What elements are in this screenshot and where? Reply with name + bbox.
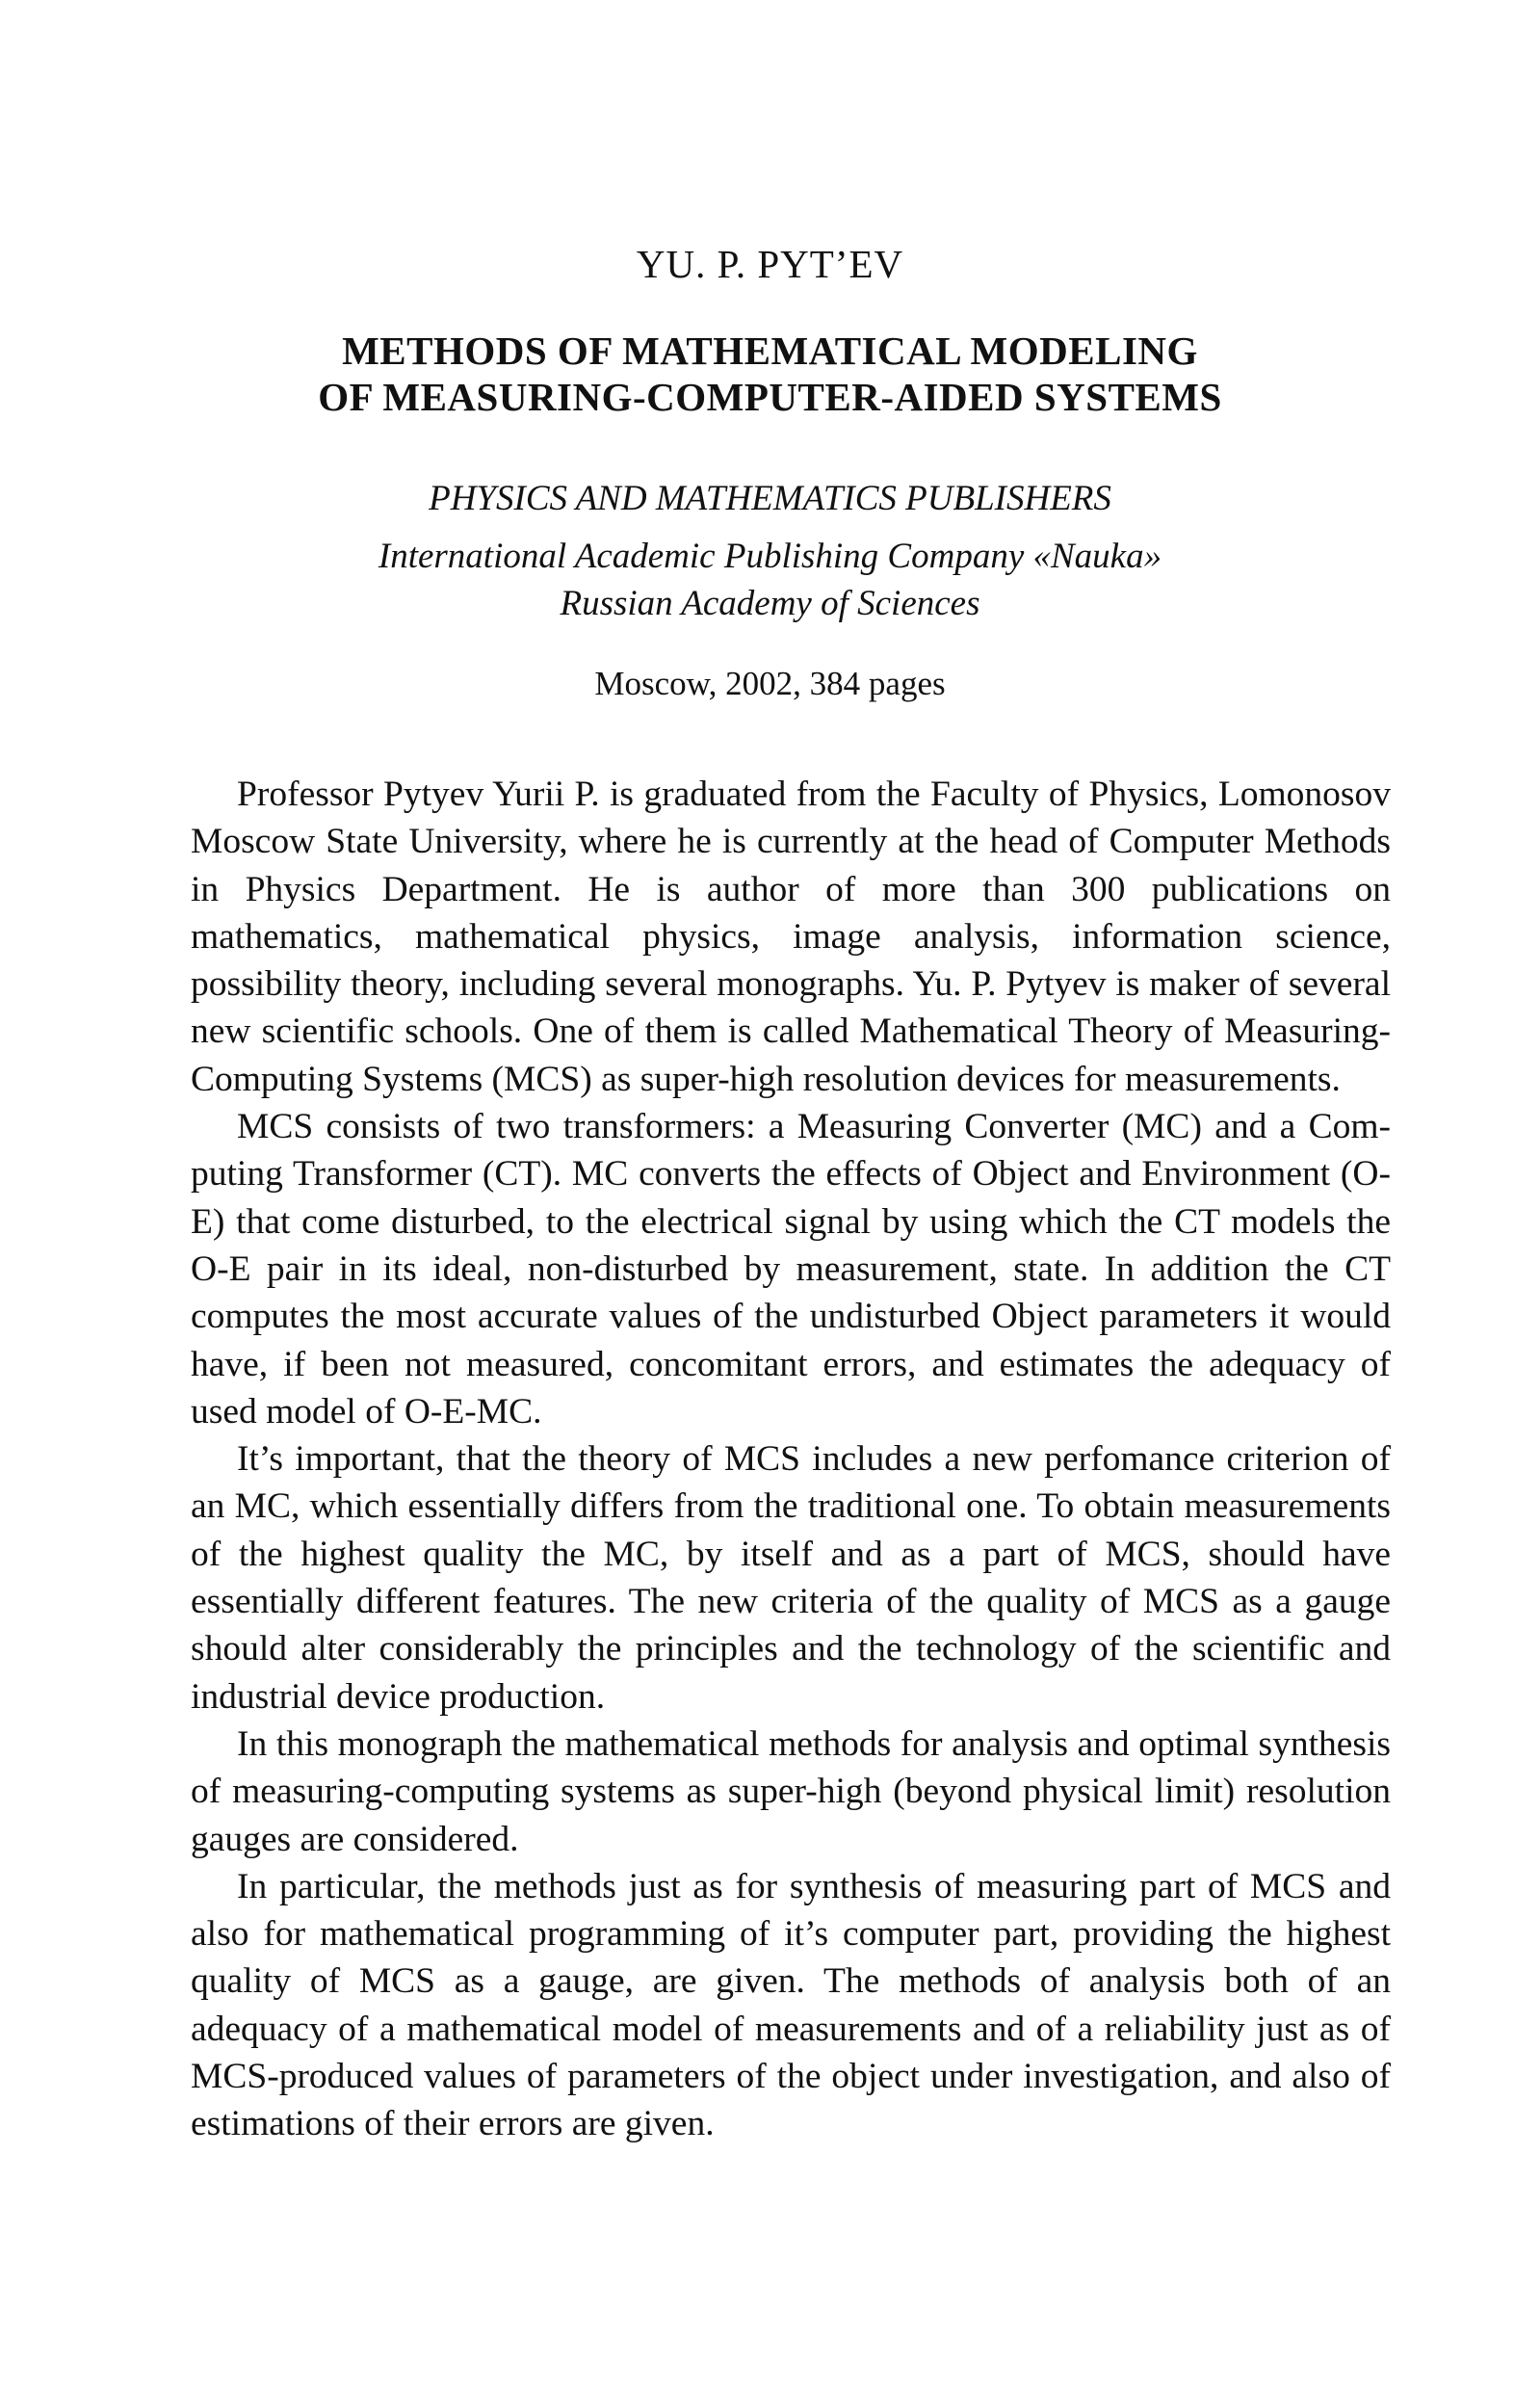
- book-title-line-2: OF MEASURING-COMPUTER-AIDED SYSTEMS: [318, 375, 1222, 419]
- paragraph-4: In this monograph the mathematical methods for analysis and optimal synthesis of measuring-computing systems as super-high (beyond physical limit) resolution gauges are considered.: [191, 1723, 1391, 1859]
- paragraph-2: MCS consists of two transformers: a Measuring Converter (MC) and a Computing Transformer (CT). MC converts the effects of Object and Environment (O-E) that come disturbed, to the electrical signal by using which the CT models the O-E pair in its ideal, non-disturbed by measurement, state. In addition the CT computes the most accurate values of the undisturbed Object parameters it would have, if been not measured, concomitant errors, and estimates the adequacy of used model of O-E-MC.: [191, 1107, 1391, 1432]
- paragraph-5: In particular, the methods just as for synthesis of measuring part of MCS and also for mathematical programming of it’s computer part, providing the highest quality of MCS as a gauge, are given. The methods of analysis both of an adequacy of a mathematical model of measurements and of a reliability just as of MCS-produced values of parameters of the object under investigation, and also of estimations of their errors are given.: [191, 1866, 1391, 2144]
- publication-meta: Moscow, 2002, 384 pages: [594, 665, 946, 702]
- publisher-company: International Academic Publishing Company «Nauka»: [378, 537, 1162, 576]
- publisher-name: PHYSICS AND MATHEMATICS PUBLISHERS: [429, 479, 1111, 518]
- author-name: YU. P. PYT’EV: [636, 242, 904, 286]
- paragraph-1: Professor Pytyev Yurii P. is graduated from the Faculty of Physics, Lomonosov Moscow State University, where he is currently at the head of Computer Methods in Physics Department. He is author of more than 300 publications on mathematics, mathematical physics, image analysis, information science, possibility theory, including several monographs. Yu. P. Pytyev is maker of several new scientific schools. One of them is called Mathematical Theory of Measuring-Computing Systems (MCS) as super-high resolution devices for measurements.: [191, 775, 1391, 1099]
- paragraph-3: It’s important, that the theory of MCS includes a new perfomance criterion of an MC, which essentially differs from the traditional one. To obtain measurements of the highest quality the MC, by itself and as a part of MCS, should have essentially different features. The new criteria of the quality of MCS as a gauge should alter considerably the principles and the technology of the scientific and industrial device production.: [191, 1439, 1391, 1717]
- publisher-academy: Russian Academy of Sciences: [560, 584, 980, 623]
- book-title-line-1: METHODS OF MATHEMATICAL MODELING: [342, 328, 1198, 373]
- abstract-body: [191, 771, 1391, 2148]
